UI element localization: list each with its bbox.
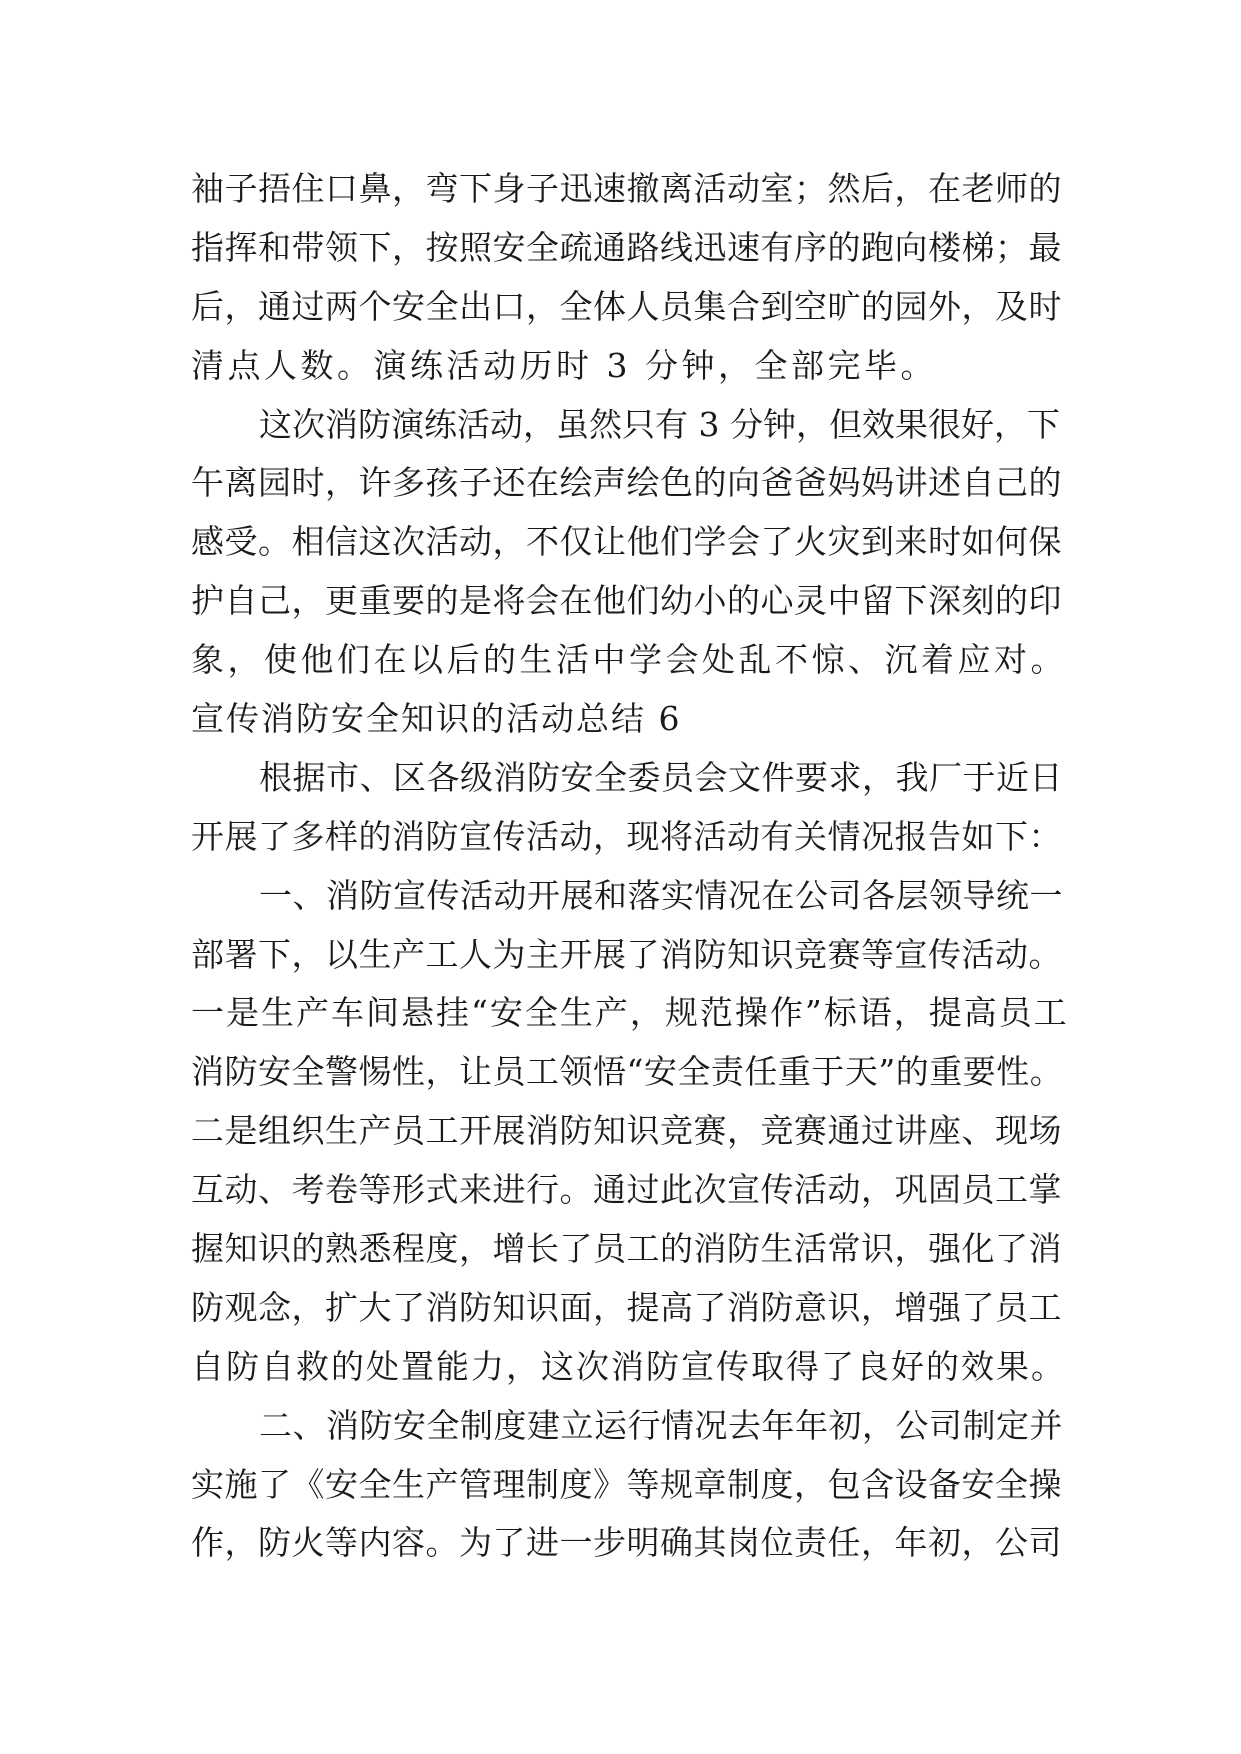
text-line: 实施了《安全生产管理制度》等规章制度，包含设备安全操 [191, 1464, 1062, 1504]
text-line: 自防自救的处置能力，这次消防宣传取得了良好的效果。 [191, 1346, 1066, 1386]
text-line: 一是生产车间悬挂“安全生产，规范操作”标语，提高员工 [191, 993, 1069, 1033]
text-line: 清点人数。演练活动历时 3 分钟，全部完毕。 [191, 345, 937, 385]
text-line: 部署下，以生产工人为主开展了消防知识竞赛等宣传活动。 [191, 934, 1062, 974]
text-line: 午离园时，许多孩子还在绘声绘色的向爸爸妈妈讲述自己的 [191, 463, 1062, 503]
text-line: 象，使他们在以后的生活中学会处乱不惊、沉着应对。 [191, 640, 1067, 680]
text-line: 消防安全警惕性，让员工领悟“安全责任重于天”的重要性。 [191, 1052, 1064, 1092]
text-line: 感受。相信这次活动，不仅让他们学会了火灾到来时如何保 [191, 522, 1062, 562]
document-body [191, 160, 1069, 1573]
text-line: 护自己，更重要的是将会在他们幼小的心灵中留下深刻的印 [191, 581, 1062, 621]
text-line: 后，通过两个安全出口，全体人员集合到空旷的园外，及时 [191, 286, 1062, 326]
text-line: 袖子捂住口鼻，弯下身子迅速撤离活动室；然后，在老师的 [191, 169, 1062, 208]
text-line: 二、消防安全制度建立运行情况去年年初，公司制定并 [259, 1405, 1063, 1445]
text-line: 根据市、区各级消防安全委员会文件要求，我厂于近日 [259, 757, 1063, 797]
text-line: 互动、考卷等形式来进行。通过此次宣传活动，巩固员工掌 [191, 1170, 1062, 1210]
text-line: 一、消防宣传活动开展和落实情况在公司各层领导统一 [259, 875, 1063, 915]
text-line: 这次消防演练活动，虽然只有 3 分钟，但效果很好，下 [259, 404, 1060, 444]
text-line: 作，防火等内容。为了进一步明确其岗位责任，年初，公司 [191, 1523, 1062, 1563]
text-line: 指挥和带领下，按照安全疏通路线迅速有序的跑向楼梯；最 [191, 227, 1062, 267]
text-line: 防观念，扩大了消防知识面，提高了消防意识，增强了员工 [191, 1287, 1062, 1327]
text-line: 握知识的熟悉程度，增长了员工的消防生活常识，强化了消 [191, 1229, 1062, 1269]
section-heading: 宣传消防安全知识的活动总结 6 [191, 699, 682, 739]
text-line: 二是组织生产员工开展消防知识竞赛，竞赛通过讲座、现场 [191, 1111, 1062, 1151]
text-line: 开展了多样的消防宣传活动，现将活动有关情况报告如下： [191, 816, 1062, 856]
